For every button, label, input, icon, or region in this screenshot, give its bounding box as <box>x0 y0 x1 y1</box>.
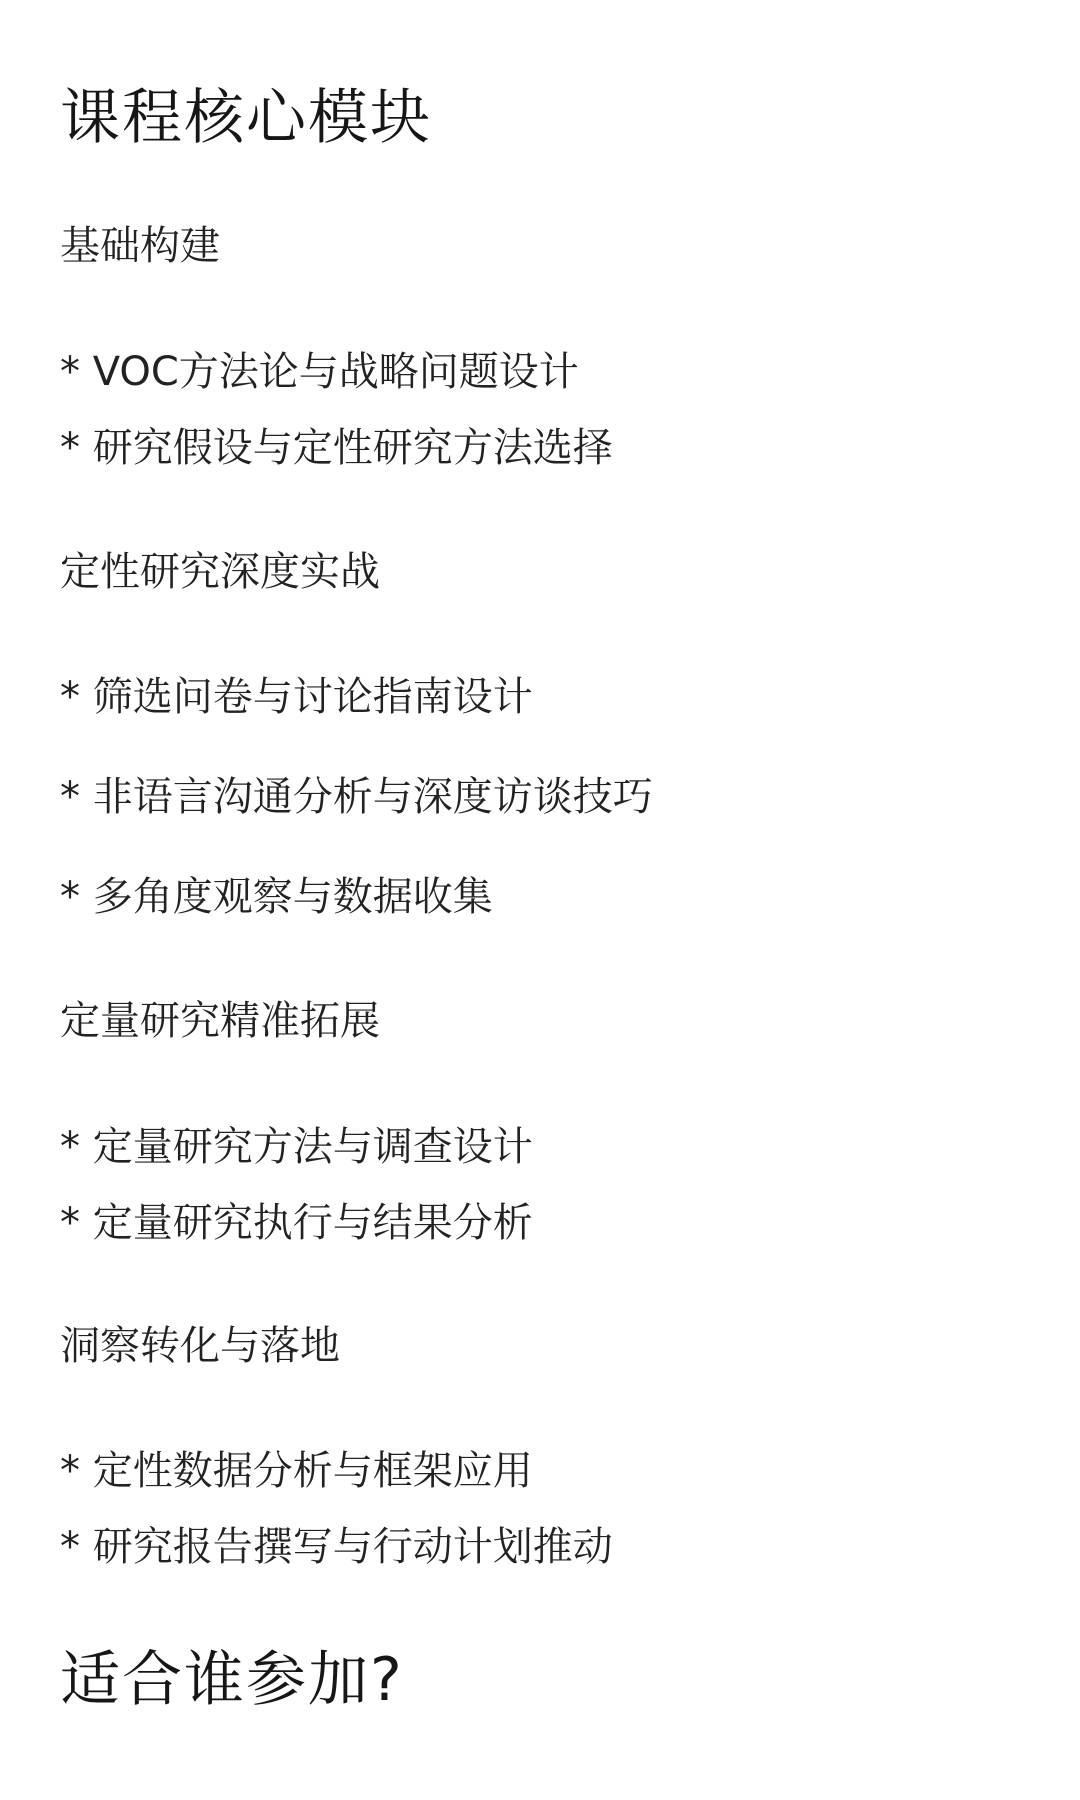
list-item: * VOC方法论与战略问题设计 <box>60 349 579 395</box>
list-item: * 筛选问卷与讨论指南设计 <box>60 674 533 720</box>
list-item: * 定量研究方法与调查设计 <box>60 1124 533 1170</box>
module-title-quantitative: 定量研究精准拓展 <box>60 998 380 1044</box>
list-item: * 研究假设与定性研究方法选择 <box>60 425 613 471</box>
list-item: * 研究报告撰写与行动计划推动 <box>60 1524 613 1570</box>
module-title-qualitative: 定性研究深度实战 <box>60 549 380 595</box>
list-item: * 多角度观察与数据收集 <box>60 874 493 920</box>
section-heading-modules: 课程核心模块 <box>60 83 432 153</box>
section-heading-audience: 适合谁参加? <box>60 1645 404 1715</box>
module-title-foundation: 基础构建 <box>60 223 220 269</box>
module-title-insight: 洞察转化与落地 <box>60 1323 340 1369</box>
list-item: * 定量研究执行与结果分析 <box>60 1200 533 1246</box>
list-item: * 定性数据分析与框架应用 <box>60 1448 533 1494</box>
list-item: * 非语言沟通分析与深度访谈技巧 <box>60 774 653 820</box>
